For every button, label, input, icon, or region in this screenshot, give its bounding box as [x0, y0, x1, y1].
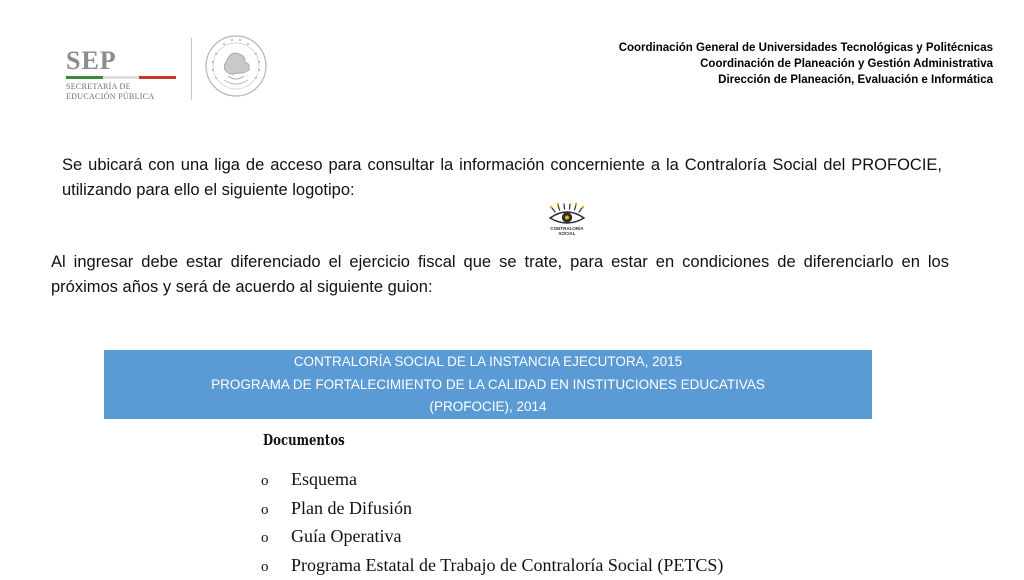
- document-guia-operativa: Guía Operativa: [291, 523, 401, 550]
- documents-list: [261, 466, 723, 580]
- header-line-coordinacion-planeacion: Coordinación de Planeación y Gestión Administrativa: [619, 56, 993, 72]
- banner-line-profocie: (PROFOCIE), 2014: [104, 396, 872, 419]
- program-banner: [104, 350, 872, 419]
- logo-divider: [191, 38, 192, 100]
- sep-logo-sub-line1: SECRETARÍA DE: [66, 82, 154, 92]
- mexico-seal-icon: [204, 32, 268, 100]
- list-item[interactable]: [261, 523, 723, 552]
- contraloria-social-logo: [544, 202, 590, 238]
- documents-heading: Documentos: [263, 431, 345, 449]
- list-item[interactable]: [261, 495, 723, 524]
- list-item[interactable]: [261, 466, 723, 495]
- sep-logo-sub-line2: EDUCACIÓN PÚBLICA: [66, 92, 154, 102]
- sep-logo: [64, 46, 176, 102]
- list-bullet: o: [261, 525, 291, 552]
- institution-header: [619, 40, 993, 88]
- contraloria-logo-text-line2: SOCIAL: [544, 231, 590, 236]
- list-bullet: o: [261, 554, 291, 580]
- sep-logo-subtitle: [66, 82, 154, 102]
- header-line-direccion-planeacion: Dirección de Planeación, Evaluación e Informática: [619, 72, 993, 88]
- document-programa-estatal: Programa Estatal de Trabajo de Contraloría Social (PETCS): [291, 552, 723, 579]
- banner-line-programa: PROGRAMA DE FORTALECIMIENTO DE LA CALIDAD EN INSTITUCIONES EDUCATIVAS: [104, 374, 872, 397]
- list-bullet: o: [261, 497, 291, 524]
- document-esquema: Esquema: [291, 466, 357, 493]
- list-bullet: o: [261, 468, 291, 495]
- sep-logo-stripe: [66, 76, 176, 79]
- sep-logo-word: SEP: [66, 46, 117, 76]
- header-line-coordinacion-general: Coordinación General de Universidades Tecnológicas y Politécnicas: [619, 40, 993, 56]
- banner-line-contraloria: CONTRALORÍA SOCIAL DE LA INSTANCIA EJECUTORA, 2015: [104, 351, 872, 374]
- contraloria-logo-text: [544, 226, 590, 236]
- paragraph-access-link: Se ubicará con una liga de acceso para consultar la información concerniente a la Contraloría Social del PROFOCIE, utilizando para ello el siguiente logotipo:: [62, 153, 942, 203]
- paragraph-fiscal-year: Al ingresar debe estar diferenciado el ejercicio fiscal que se trate, para estar en condiciones de diferenciarlo en los próximos años y será de acuerdo al siguiente guion:: [51, 250, 949, 300]
- contraloria-logo-text-line1: CONTRALORÍA: [544, 226, 590, 231]
- document-plan-difusion: Plan de Difusión: [291, 495, 412, 522]
